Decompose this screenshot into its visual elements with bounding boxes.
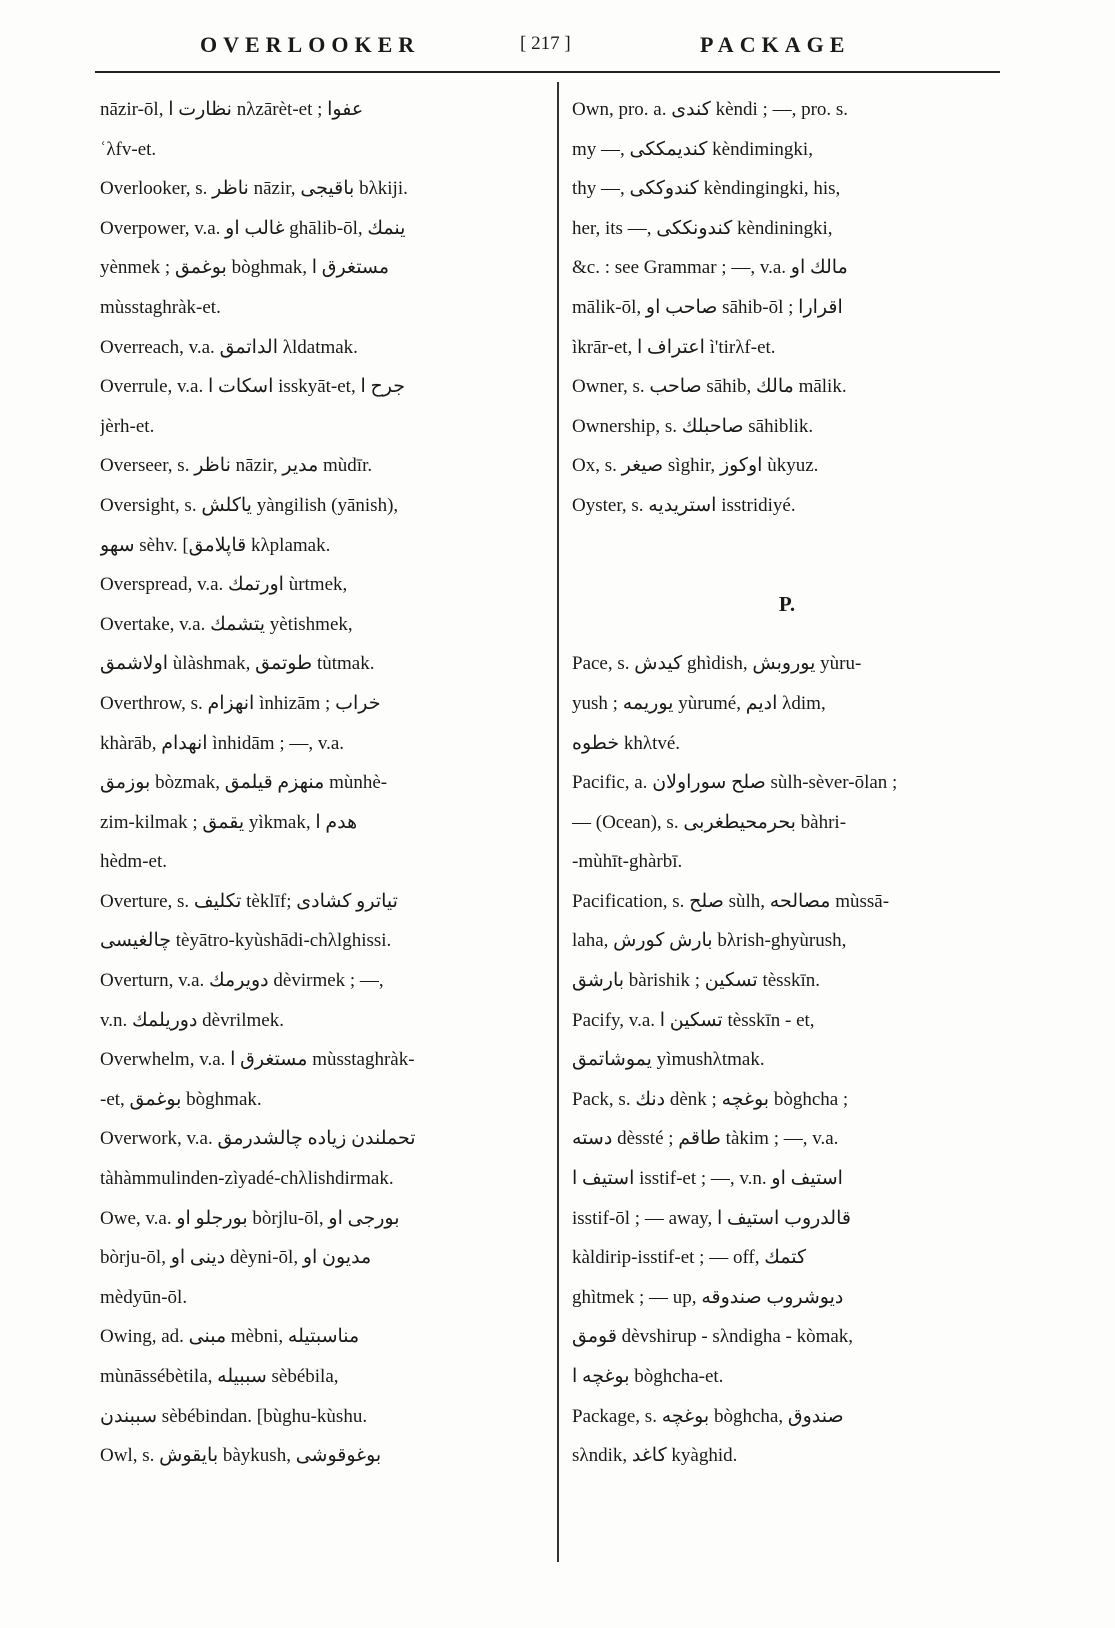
text-line: Overtake, v.a. یتشمك yètishmek,: [100, 613, 353, 635]
text-line: Overture, s. تكلیف tèklīf; تیاترو كشادی: [100, 890, 398, 912]
text-line: thy —, كندوككی kèndingingki, his,: [572, 178, 841, 200]
section-letter: P.: [778, 592, 796, 617]
text-line: Pace, s. كیدش ghìdish, یوروبش yùru-: [572, 653, 862, 675]
text-line: سببندن sèbébindan. [bùghu-kùshu.: [100, 1405, 368, 1427]
right-column-top-entries: [572, 90, 1002, 526]
left-column: [100, 90, 540, 1476]
text-line: Oyster, s. استریدیه isstridiyé.: [572, 494, 796, 516]
header-left-guide-word: OVERLOOKER: [200, 32, 421, 57]
text-line: yush ; یوریمه yùrumé, ادیم λdim,: [572, 692, 826, 714]
text-line: Overthrow, s. انهزام ìnhizām ; خراب: [100, 692, 381, 714]
text-line: Oversight, s. یاكلش yàngilish (yānish),: [100, 494, 399, 516]
text-line: zim-kilmak ; یقمق yìkmak, هدم ا: [100, 811, 358, 833]
text-line: بوزمق bòzmak, منهزم قیلمق mùnhè-: [100, 772, 388, 794]
text-line: قومق dèvshirup - sλndigha - kòmak,: [572, 1326, 854, 1348]
text-line: Overwork, v.a. تحملندن زیاده چالشدرمق: [100, 1128, 416, 1150]
text-line: kàldirip-isstif-et ; — off, كتمك: [572, 1247, 807, 1269]
text-line: yènmek ; بوغمق bòghmak, مستغرق ا: [100, 257, 390, 279]
text-line: &c. : see Grammar ; —, v.a. مالك او: [572, 257, 848, 279]
text-line: Own, pro. a. كندی kèndi ; —, pro. s.: [572, 99, 849, 120]
text-line: nāzir-ōl, نظارت ا nλzārèt-et ; عفوا: [100, 99, 364, 120]
text-line: Pacification, s. صلح sùlh, مصالحه mùssā-: [572, 890, 890, 912]
text-line: Overrule, v.a. اسكات ا isskyāt-et, جرح ا: [100, 376, 405, 398]
text-line: چالغیسی tèyātro-kyùshādi-chλlghissi.: [100, 930, 392, 952]
text-line: Overspread, v.a. اورتمك ùrtmek,: [100, 574, 348, 596]
text-line: Overpower, v.a. غالب او ghālib-ōl, ینمك: [100, 217, 406, 239]
text-line: Overseer, s. ناظر nāzir, مدیر mùdīr.: [100, 455, 373, 477]
text-line: یموشاتمق yìmushλtmak.: [572, 1049, 765, 1071]
text-line: Pack, s. دنك dènk ; بوغچه bòghcha ;: [572, 1088, 849, 1110]
text-line: Overturn, v.a. دویرمك dèvirmek ; —,: [100, 970, 384, 992]
text-line: tàhàmmulinden-zìyadé-chλlishdirmak.: [100, 1168, 394, 1190]
text-line: بارشق bàrishik ; تسكین tèsskīn.: [572, 970, 820, 992]
text-line: اولاشمق ùlàshmak, طوتمق tùtmak.: [100, 653, 375, 675]
text-line: Pacify, v.a. تسكین ا tèsskīn - et,: [572, 1009, 815, 1031]
text-line: — (Ocean), s. بحرمحیطغربی bàhri-: [572, 811, 847, 833]
text-line: Overlooker, s. ناظر nāzir, باقیجی bλkiji.: [100, 178, 408, 200]
text-line: mùsstaghràk-et.: [100, 296, 221, 318]
text-line: -et, بوغمق bòghmak.: [100, 1088, 262, 1110]
text-line: Owing, ad. مبنی mèbni, مناسبتیله: [100, 1326, 360, 1348]
text-line: خطوه khλtvé.: [572, 732, 681, 754]
text-line: laha, بارش كورش bλrish-ghyùrush,: [572, 930, 847, 952]
text-line: ʿλfv-et.: [100, 138, 157, 160]
text-line: sλndik, كاغد kyàghid.: [572, 1445, 738, 1467]
column-divider: [557, 82, 559, 1562]
text-line: hèdm-et.: [100, 851, 168, 873]
text-line: bòrju-ōl, دینی او dèyni-ōl, مدیون او: [100, 1247, 372, 1269]
text-line: Owner, s. صاحب sāhib, مالك mālik.: [572, 376, 847, 398]
text-line: isstif-ōl ; — away, قالدروب استیف ا: [572, 1207, 851, 1229]
text-line: -mùhīt-ghàrbī.: [572, 851, 683, 873]
text-line: her, its —, كندونككی kèndiningki,: [572, 217, 833, 239]
text-line: jèrh-et.: [100, 415, 155, 437]
text-line: mālik-ōl, صاحب او sāhib-ōl ; اقرارا: [572, 296, 843, 318]
text-line: Owe, v.a. بورجلو او bòrjlu-ōl, بورجی او: [100, 1207, 400, 1229]
text-line: استیف ا isstif-et ; —, v.n. استیف او: [572, 1168, 843, 1190]
header-right-guide-word: PACKAGE: [700, 32, 851, 57]
text-line: mùnāssébètila, سببیله sèbébila,: [100, 1366, 339, 1387]
text-line: Overreach, v.a. الداتمق λldatmak.: [100, 336, 358, 358]
page-number: [ 217 ]: [520, 33, 571, 54]
text-line: Package, s. بوغچه bòghcha, صندوق: [572, 1405, 844, 1427]
text-line: mèdyūn-ōl.: [100, 1286, 188, 1308]
text-line: Ox, s. صیغر sìghir, اوكوز ùkyuz.: [572, 455, 819, 477]
text-line: v.n. دوریلمك dèvrilmek.: [100, 1009, 284, 1031]
text-line: Pacific, a. صلح سوراولان sùlh-sèver-ōlan ;: [572, 772, 898, 794]
text-line: my —, كندیمككی kèndimingki,: [572, 138, 813, 160]
text-line: بوغچه ا bòghcha-et.: [572, 1366, 724, 1387]
section-spacer: [572, 526, 1002, 566]
right-column: [572, 90, 1002, 1476]
text-line: دسته dèssté ; طاقم tàkim ; —, v.a.: [572, 1128, 839, 1150]
text-line: ìkrār-et, اعتراف ا ì'tirλf-et.: [572, 336, 776, 358]
page-header: [95, 28, 1000, 62]
text-line: Ownership, s. صاحبلك sāhiblik.: [572, 415, 814, 437]
header-rule: [95, 71, 1000, 73]
text-line: ghìtmek ; — up, دیوشروب صندوقه: [572, 1286, 844, 1308]
text-line: Owl, s. بایقوش bàykush, بوغوقوشی: [100, 1445, 382, 1467]
right-column-bottom-entries: [572, 644, 1002, 1475]
text-line: Overwhelm, v.a. مستغرق ا mùsstaghràk-: [100, 1049, 415, 1071]
text-line: سهو sèhv. [قاپلامق kλplamak.: [100, 534, 331, 556]
text-line: khàrāb, انهدام ìnhidām ; —, v.a.: [100, 732, 345, 754]
